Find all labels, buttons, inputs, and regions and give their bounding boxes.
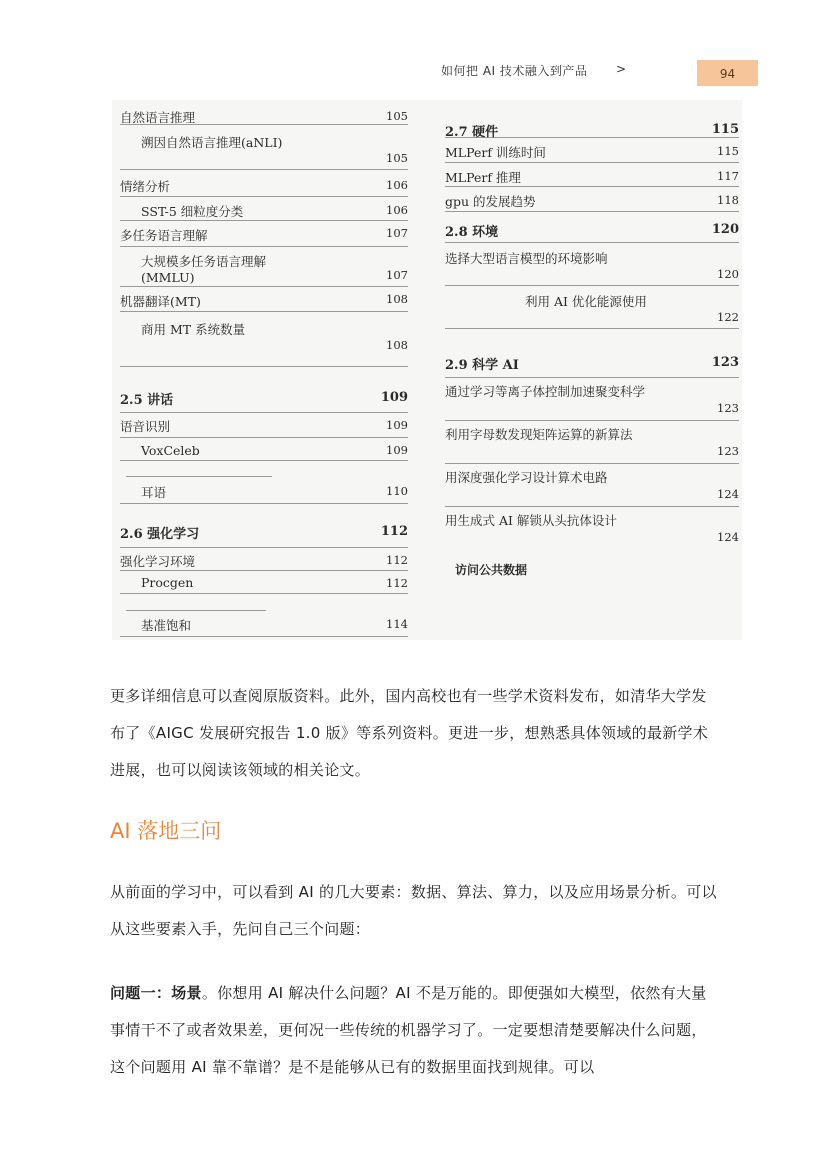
toc-entry-title: 利用 AI 优化能源使用 (525, 294, 647, 309)
toc-entry (445, 163, 739, 187)
toc-entry-title: 耳语 (141, 485, 167, 500)
toc-entry-title: 自然语言推理 (120, 110, 196, 125)
toc-entry (120, 170, 408, 197)
toc-entry (445, 507, 739, 549)
toc-entry-title: gpu 的发展趋势 (445, 194, 536, 209)
toc-entry-page: 124 (717, 487, 739, 501)
toc-entry-title: 情绪分析 (120, 179, 171, 194)
toc-entry-title: SST-5 细粒度分类 (141, 204, 244, 219)
toc-entry (120, 197, 408, 221)
toc-entry-page: 123 (717, 401, 739, 415)
toc-divider (126, 594, 266, 611)
toc-section-title: 2.5 讲话 (120, 393, 174, 408)
toc-entry-page: 106 (386, 178, 408, 192)
toc-entry-page: 114 (386, 617, 408, 631)
toc-section-page: 123 (711, 355, 739, 370)
toc-entry (445, 243, 739, 286)
toc-entry (445, 187, 739, 212)
toc-entry-page: 108 (386, 338, 408, 352)
toc-entry-title: 强化学习环境 (120, 554, 196, 569)
toc-entry-page: 120 (717, 267, 739, 281)
toc-entry (445, 378, 739, 421)
toc-entry (445, 286, 739, 329)
toc-entry (445, 421, 739, 464)
toc-section (445, 354, 739, 378)
toc-entry-title: MLPerf 推理 (445, 170, 521, 185)
toc-entry-page: 105 (386, 109, 408, 123)
toc-entry-title: 通过学习等离子体控制加速聚变科学 (445, 384, 646, 399)
toc-entry (120, 125, 408, 170)
toc-entry-page: 110 (386, 484, 408, 498)
toc-entry-title-cont: (MMLU) (141, 270, 195, 285)
toc-entry (120, 477, 408, 504)
section-heading: AI 落地三问 (110, 819, 222, 843)
toc-left-column (120, 100, 408, 637)
toc-section (120, 523, 408, 548)
toc-section-page: 112 (380, 524, 408, 539)
toc-entry (445, 138, 739, 163)
question-one-text: 。你想用 AI 解决什么问题？AI 不是万能的。即便强如大模型，依然有大量事情干不了或者效果差，更何况一些传统的机器学习了。一定要想清楚要解决什么问题，这个问题用 AI 靠不靠谱？是不是能够从已有的数据里面找到规律。可以 (110, 984, 707, 1076)
toc-section-title: 2.9 科学 AI (445, 358, 519, 373)
toc-section (120, 389, 408, 413)
toc-entry-page: 122 (717, 310, 739, 324)
toc-section-title: 2.7 硬件 (445, 125, 499, 140)
toc-scan-image (112, 100, 742, 640)
toc-section-title: 2.8 环境 (445, 225, 499, 240)
toc-entry-title: 基准饱和 (141, 618, 192, 633)
toc-entry-page: 106 (386, 203, 408, 217)
toc-right-column (445, 115, 739, 579)
toc-entry-page: 107 (386, 226, 408, 240)
toc-entry-title: 选择大型语言模型的环境影响 (445, 251, 608, 266)
toc-entry (120, 100, 408, 125)
toc-entry-page: 109 (386, 418, 408, 432)
toc-entry (445, 464, 739, 507)
page-number-badge: 94 (697, 60, 758, 86)
question-one-label: 问题一：场景 (110, 984, 202, 1002)
toc-entry-title: 溯因自然语言推理(aNLI) (141, 135, 283, 150)
toc-entry-title: 机器翻译(MT) (120, 294, 201, 309)
toc-entry-page: 123 (717, 444, 739, 458)
paragraph-further-reading: 更多详细信息可以查阅原版资料。此外，国内高校也有一些学术资料发布，如清华大学发布了《AIGC 发展研究报告 1.0 版》等系列资料。更进一步，想熟悉具体领域的最新学术进展，也可以阅读该领域的相关论文。 (110, 687, 709, 779)
toc-entry (120, 413, 408, 438)
toc-entry-page: 112 (386, 576, 408, 590)
toc-entry (120, 571, 408, 594)
toc-section (445, 115, 739, 138)
toc-entry (120, 287, 408, 312)
toc-entry-title: 访问公共数据 (455, 563, 528, 577)
toc-entry-title: VoxCeleb (141, 443, 200, 458)
toc-section-page: 115 (711, 122, 739, 137)
toc-section (445, 212, 739, 243)
toc-entry-page: 117 (717, 169, 739, 183)
toc-entry (120, 438, 408, 461)
toc-entry (120, 247, 408, 287)
toc-section-page: 109 (380, 390, 408, 405)
toc-entry-title: Procgen (141, 575, 194, 590)
toc-entry-page: 107 (386, 268, 408, 282)
toc-entry-title: 多任务语言理解 (120, 228, 208, 243)
toc-entry (445, 549, 739, 579)
toc-entry (120, 312, 408, 367)
header-title: 如何把 AI 技术融入到产品 (441, 64, 588, 78)
toc-entry-title: 用深度强化学习设计算术电路 (445, 470, 608, 485)
toc-entry (120, 611, 408, 637)
paragraph-intro: 从前面的学习中，可以看到 AI 的几大要素：数据、算法、算力，以及应用场景分析。可以从这些要素入手，先问自己三个问题： (110, 883, 717, 938)
toc-entry-page: 105 (386, 151, 408, 165)
toc-section-page: 120 (711, 222, 739, 237)
toc-divider (126, 461, 272, 477)
paragraph-question-one (110, 975, 720, 1086)
toc-entry-page: 118 (717, 193, 739, 207)
toc-entry-title: 语音识别 (120, 419, 171, 434)
toc-entry-page: 124 (717, 530, 739, 544)
toc-entry (120, 548, 408, 571)
toc-entry-title: 利用字母数发现矩阵运算的新算法 (445, 427, 633, 442)
toc-entry-page: 112 (386, 553, 408, 567)
toc-entry (120, 221, 408, 247)
toc-entry-title: MLPerf 训练时间 (445, 145, 546, 160)
header-arrow: > (616, 62, 627, 76)
toc-entry-page: 108 (386, 292, 408, 306)
toc-entry-title: 商用 MT 系统数量 (141, 322, 246, 337)
toc-entry-title: 大规模多任务语言理解 (141, 254, 267, 269)
toc-entry-page: 115 (717, 144, 739, 158)
toc-entry-page: 109 (386, 443, 408, 457)
toc-entry-title: 用生成式 AI 解锁从头抗体设计 (445, 513, 617, 528)
toc-section-title: 2.6 强化学习 (120, 527, 200, 542)
